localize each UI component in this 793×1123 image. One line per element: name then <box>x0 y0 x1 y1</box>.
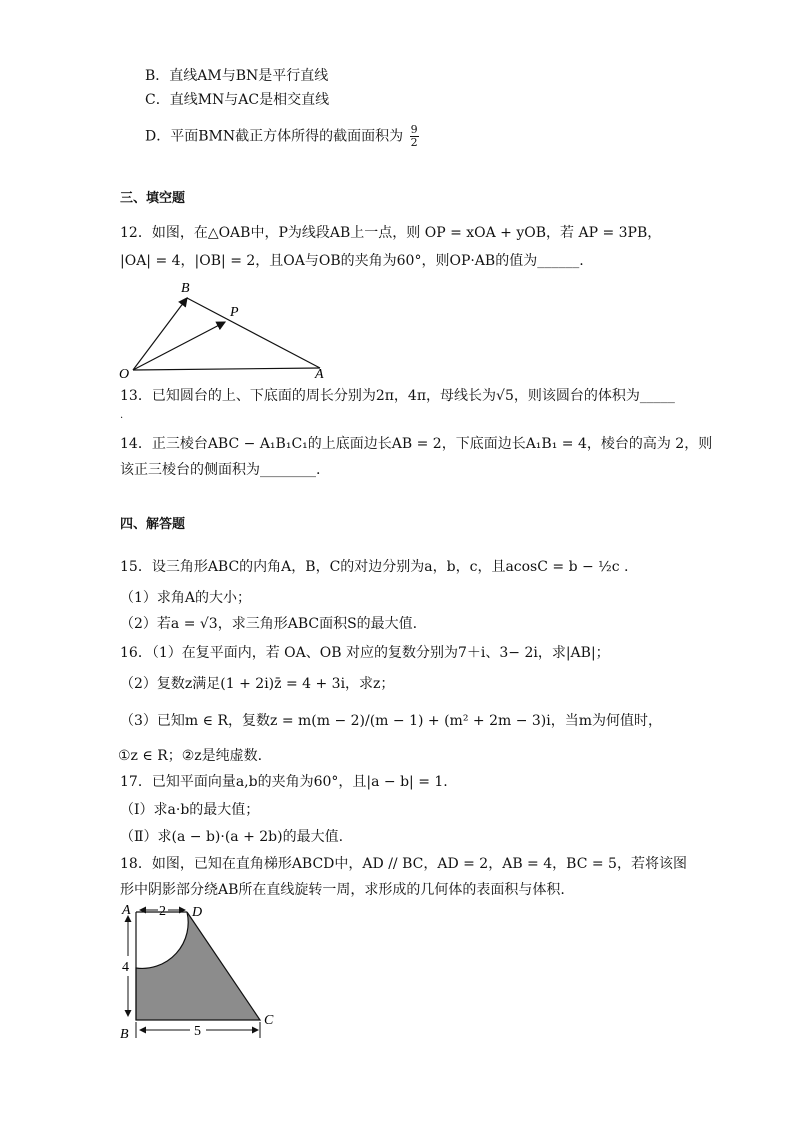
side-ab <box>187 298 320 368</box>
option-d <box>145 124 419 149</box>
triangle-oab-figure <box>115 280 330 380</box>
q16-sub3b: ①z ∈ R；②z是纯虚数. <box>118 748 263 764</box>
q16-sub2: （2）复数z满足(1 + 2i)z̄ = 4 + 3i，求z； <box>120 676 395 692</box>
vector-op <box>133 322 225 370</box>
section-title-solutions: 四、解答题 <box>120 517 186 532</box>
option-b: B．直线AM与BN是平行直线 <box>145 68 329 84</box>
section-title-fill-in: 三、填空题 <box>120 191 186 206</box>
q13-line1: 13．已知圆台的上、下底面的周长分别为2π，4π，母线长为√5，则该圆台的体积为_____ <box>120 388 675 404</box>
q14-line1: 14．正三棱台ABC − A₁B₁C₁的上底面边长AB = 2，下底面边长A₁B₁ = 4，棱台的高为 2，则 <box>120 436 713 452</box>
q18-line2: 形中阴影部分绕AB所在直线旋转一周，求形成的几何体的表面积与体积. <box>120 882 565 898</box>
q15-sub1: （1）求角A的大小； <box>120 590 252 606</box>
side-oa <box>133 368 320 370</box>
fraction-denominator: 2 <box>410 136 418 149</box>
label-a: A <box>315 367 324 380</box>
dim-top-2: 2 <box>159 904 166 919</box>
label-o: O <box>119 367 130 380</box>
fraction-numerator: 9 <box>410 123 418 136</box>
q15-line1: 15．设三角形ABC的内角A，B，C的对边分别为a，b，c，且acosC = b − ½c . <box>120 559 629 575</box>
q18-line1: 18．如图，已知在直角梯形ABCD中，AD // BC，AD = 2，AB = 4，BC = 5，若将该图 <box>120 856 687 872</box>
label-d: D <box>192 905 203 920</box>
q17-sub1: （Ⅰ）求a·b的最大值； <box>120 802 260 818</box>
label-b: B <box>120 1027 129 1042</box>
dim-bottom-5: 5 <box>194 1024 201 1039</box>
q17-sub2: （Ⅱ）求(a − b)·(a + 2b)的最大值. <box>120 829 344 845</box>
option-d-fraction <box>410 124 419 149</box>
q13-line2: . <box>120 410 124 421</box>
q15-sub2: （2）若a = √3，求三角形ABC面积S的最大值. <box>120 616 418 632</box>
label-b: B <box>181 281 190 296</box>
q16-line1: 16．（1）在复平面内，若 OA、OB 对应的复数分别为7＋i、3− 2i，求|AB|； <box>120 645 610 661</box>
label-a: A <box>122 903 131 918</box>
vector-ob <box>133 298 187 370</box>
shaded-region <box>136 912 260 1020</box>
label-p: P <box>230 305 239 320</box>
q14-line2: 该正三棱台的侧面积为________. <box>120 462 321 478</box>
dim-side-4: 4 <box>122 960 129 975</box>
trapezoid-abcd-figure <box>112 898 287 1043</box>
q17-line1: 17．已知平面向量a,b的夹角为60°，且|a − b| = 1. <box>120 774 448 790</box>
label-c: C <box>264 1013 274 1028</box>
option-c: C．直线MN与AC是相交直线 <box>145 92 330 108</box>
q12-line2: |OA| = 4，|OB| = 2，且OA与OB的夹角为60°，则OP·AB的值为______. <box>120 253 584 269</box>
q12-line1: 12．如图，在△OAB中，P为线段AB上一点，则 OP = xOA + yOB，若 AP = 3PB， <box>120 225 662 241</box>
q16-sub3: （3）已知m ∈ R，复数z = m(m − 2)/(m − 1) + (m² + 2m − 3)i，当m为何值时， <box>120 713 663 729</box>
option-d-text: D．平面BMN截正方体所得的截面面积为 <box>145 128 404 145</box>
